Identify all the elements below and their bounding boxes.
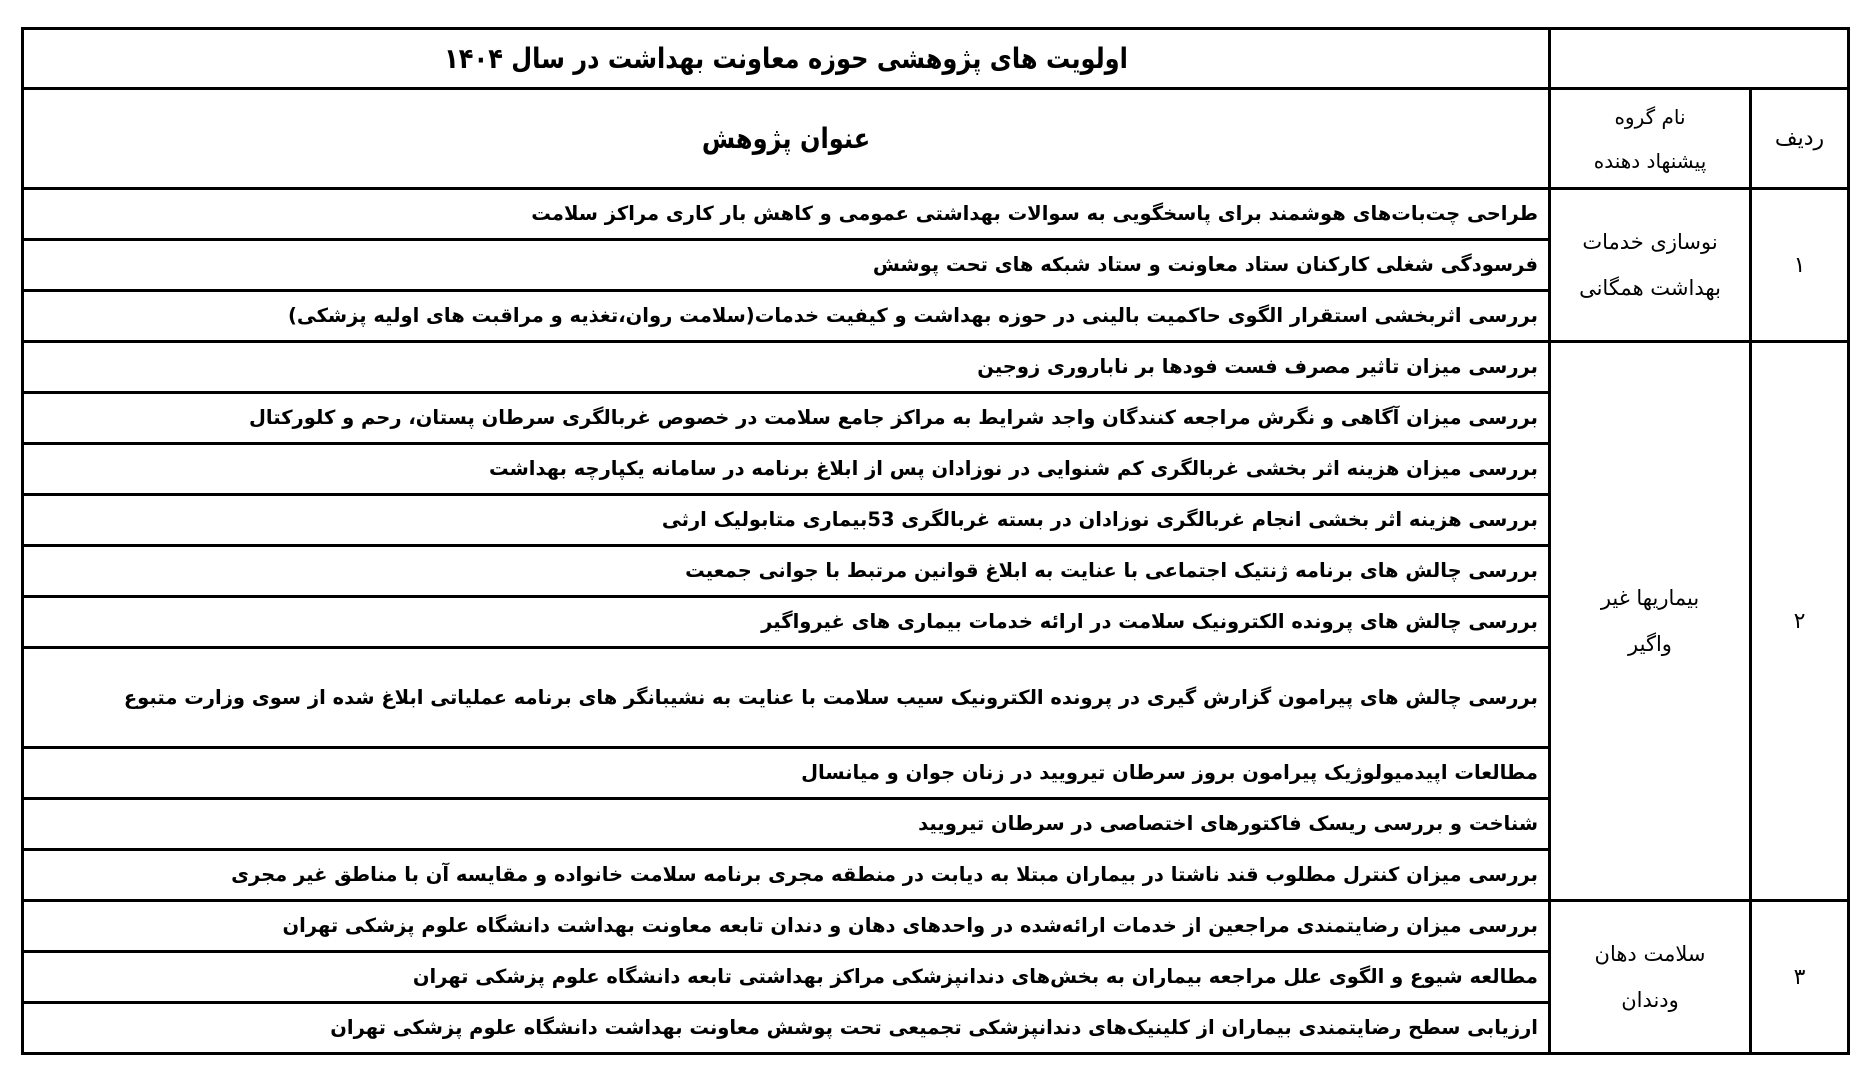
research-title: بررسی میزان رضایتمندی مراجعین از خدمات ارائه‌شده در واحدهای دهان و دندان تابعه معاونت بهداشت دانشگاه علوم پزشکی تهران	[282, 914, 1538, 937]
research-title-cell	[23, 648, 1550, 748]
research-title: بررسی میزان کنترل مطلوب قند ناشتا در بیماران مبتلا به دیابت در منطقه مجری برنامه سلامت خانواده و مقایسه آن با مناطق غیر مجری	[231, 863, 1538, 886]
research-title: شناخت و بررسی ریسک فاکتورهای اختصاصی در سرطان تیرویید	[918, 812, 1538, 835]
research-title-cell	[23, 546, 1550, 597]
title-row	[23, 29, 1849, 89]
group-name-line2: بهداشت همگانی	[1579, 276, 1721, 300]
research-title: مطالعه شیوع و الگوی علل مراجعه بیماران به بخش‌های دندانپزشکی مراکز بهداشتی تابعه دانشگاه علوم پزشکی تهران	[412, 965, 1538, 988]
research-title: بررسی میزان آگاهی و نگرش مراجعه کنندگان واجد شرایط به مراکز جامع سلامت در خصوص غربالگری سرطان پستان، رحم و کلورکتال	[249, 406, 1538, 429]
header-row	[23, 89, 1849, 189]
research-title-cell	[23, 393, 1550, 444]
table-row	[23, 901, 1849, 952]
research-title: بررسی میزان تاثیر مصرف فست فودها بر ناباروری زوجین	[977, 355, 1538, 378]
group-name-line2: واگیر	[1628, 632, 1672, 656]
research-title: بررسی میزان هزینه اثر بخشی غربالگری کم شنوایی در نوزادان پس از ابلاغ برنامه در سامانه یکپارچه بهداشت	[488, 457, 1538, 480]
group-name-line1: نوسازی خدمات	[1582, 230, 1718, 254]
row-number-cell	[1751, 342, 1849, 901]
research-title: طراحی چت‌بات‌های هوشمند برای پاسخگویی به سوالات بهداشتی عمومی و کاهش بار کاری مراکز سلامت	[531, 202, 1538, 225]
group-name-line1: سلامت دهان	[1594, 942, 1706, 966]
research-title: بررسی چالش های پیرامون گزارش گیری در پرونده الکترونیک سیب سلامت با عنایت به نشیبانگر های برنامه عملیاتی ابلاغ شده از سوی وزارت متبوع	[123, 685, 1538, 709]
research-title-cell	[23, 495, 1550, 546]
research-title-cell	[23, 799, 1550, 850]
research-title-cell	[23, 1003, 1550, 1054]
research-title: فرسودگی شغلی کارکنان ستاد معاونت و ستاد شبکه های تحت پوشش	[872, 253, 1538, 276]
header-research-title	[23, 89, 1550, 189]
research-title: ارزیابی سطح رضایتمندی بیماران از کلینیک‌های دندانپزشکی تجمیعی تحت پوشش معاونت بهداشت دانشگاه علوم پزشکی تهران	[330, 1016, 1538, 1039]
header-row-number	[1751, 89, 1849, 189]
header-group-name-line1: نام گروه	[1614, 104, 1686, 129]
group-name-cell	[1550, 342, 1751, 901]
header-group-name-line2: پیشنهاد دهنده	[1593, 148, 1707, 173]
research-title-cell	[23, 342, 1550, 393]
title-empty-cell	[1550, 29, 1849, 89]
research-title-cell	[23, 597, 1550, 648]
research-title-cell	[23, 850, 1550, 901]
header-research-title-label: عنوان پژوهش	[701, 122, 871, 155]
research-title: بررسی اثربخشی استقرار الگوی حاکمیت بالینی در حوزه بهداشت و کیفیت خدمات(سلامت روان،تغذیه و مراقبت های اولیه پزشکی)	[287, 304, 1538, 327]
table-row	[23, 342, 1849, 393]
row-number-cell	[1751, 901, 1849, 1054]
research-title: بررسی چالش های پرونده الکترونیک سلامت در ارائه خدمات بیماری های غیرواگیر	[761, 610, 1538, 633]
research-title-cell	[23, 952, 1550, 1003]
header-group-name	[1550, 89, 1751, 189]
row-number: ۲	[1793, 608, 1806, 634]
research-title: بررسی چالش های برنامه ژنتیک اجتماعی با عنایت به ابلاغ قوانین مرتبط با جوانی جمعیت	[685, 559, 1538, 582]
group-name-cell	[1550, 901, 1751, 1054]
row-number: ۱	[1793, 252, 1806, 278]
group-name-cell	[1550, 189, 1751, 342]
research-title-cell	[23, 291, 1550, 342]
research-title-cell	[23, 901, 1550, 952]
document-page	[21, 27, 1847, 1055]
research-title: بررسی هزینه اثر بخشی انجام غربالگری نوزادان در بسته غربالگری 53بیماری متابولیک ارثی	[661, 508, 1538, 531]
research-title: مطالعات اپیدمیولوژیک پیرامون بروز سرطان تیرویید در زنان جوان و میانسال	[801, 761, 1538, 784]
header-row-number-label: ردیف	[1774, 126, 1825, 151]
research-priorities-table	[21, 27, 1850, 1055]
row-number-cell	[1751, 189, 1849, 342]
document-title: اولویت های پژوهشی حوزه معاونت بهداشت در سال ۱۴۰۴	[444, 42, 1128, 75]
group-name-line1: بیماریها غیر	[1600, 586, 1700, 610]
title-cell	[23, 29, 1550, 89]
research-title-cell	[23, 444, 1550, 495]
research-title-cell	[23, 240, 1550, 291]
table-row	[23, 189, 1849, 240]
research-title-cell	[23, 189, 1550, 240]
row-number: ۳	[1793, 964, 1806, 990]
group-name-line2: ودندان	[1621, 988, 1679, 1012]
research-title-cell	[23, 748, 1550, 799]
